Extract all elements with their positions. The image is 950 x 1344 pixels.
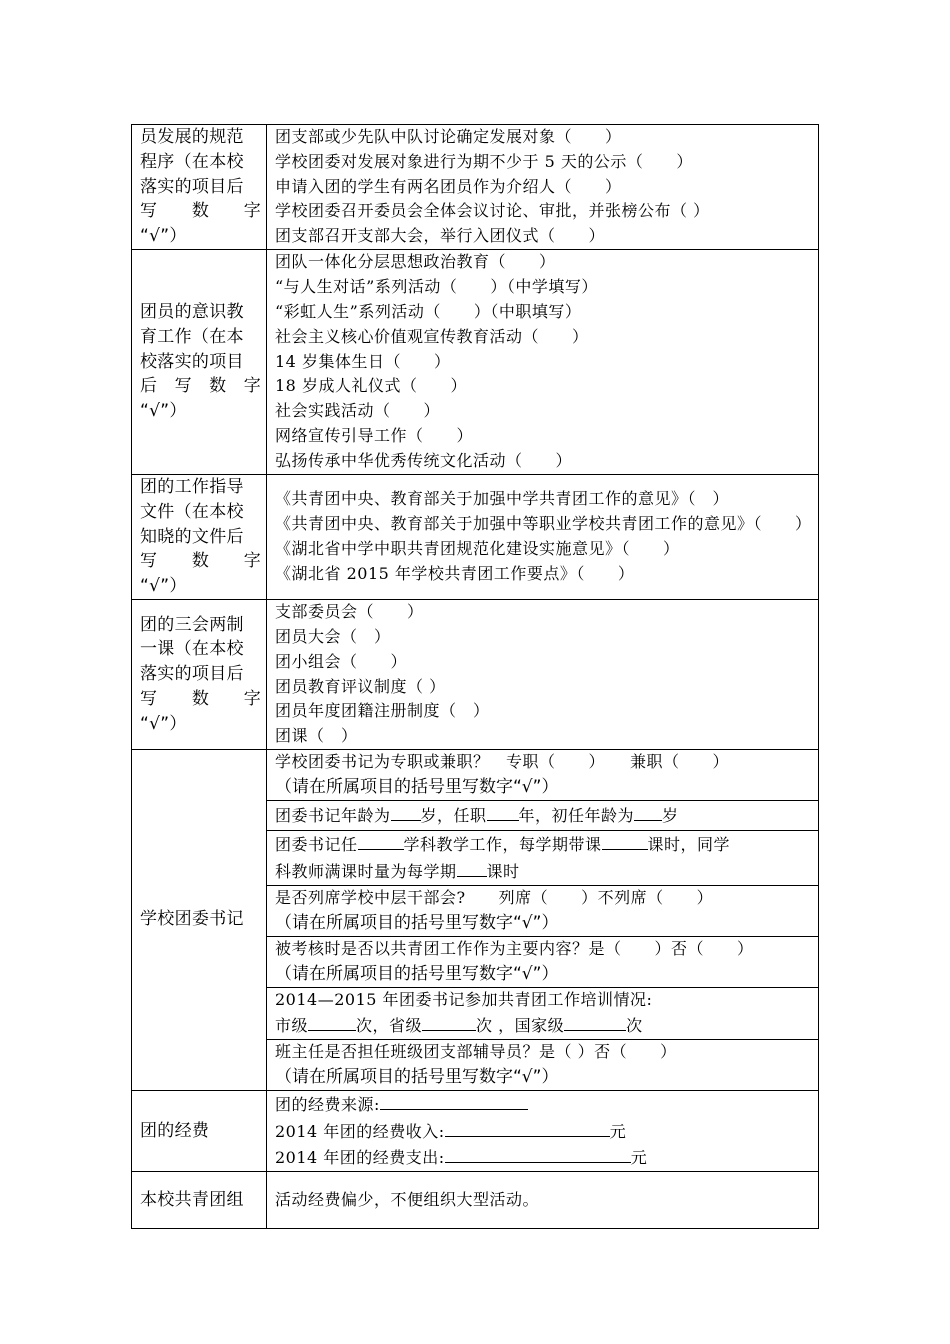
label-line: 写 数 字 [140, 551, 262, 572]
checklist-item[interactable]: 团队一体化分层思想政治教育（ ） [275, 252, 556, 272]
label-line: 落实的项目后 [140, 176, 244, 197]
province-label: 次，省级 [356, 1016, 423, 1036]
secretary-attend-cell [267, 885, 819, 936]
document-item[interactable]: 《共青团中央、教育部关于加强中学共青团工作的意见》（ ） [275, 489, 730, 509]
instruction-note: （请在所属项目的括号里写数字“√”） [275, 912, 559, 933]
checklist-item[interactable]: 网络宣传引导工作（ ） [275, 425, 474, 445]
label-line: “√”） [140, 401, 187, 422]
province-blank[interactable] [422, 1012, 476, 1031]
checklist-item[interactable]: 团课（ ） [275, 726, 358, 746]
city-blank[interactable] [308, 1012, 356, 1031]
league-work-form-table [131, 124, 819, 1229]
label-line: 程序（在本校 [140, 151, 244, 172]
label-line: 育工作（在本 [140, 326, 244, 347]
funds-income [275, 1118, 810, 1145]
checklist-item[interactable]: 社会主义核心价值观宣传教育活动（ ） [275, 326, 589, 346]
label-line: 知晓的文件后 [140, 526, 244, 547]
label-line: 一课（在本校 [140, 639, 244, 660]
lessons-unit: 课时，同学 [647, 835, 731, 854]
instruction-note: （请在所属项目的括号里写数字“√”） [275, 963, 559, 984]
education-row [132, 250, 819, 475]
training-levels [275, 1012, 810, 1039]
lessons-blank[interactable] [602, 831, 648, 850]
meetings-items [267, 600, 819, 750]
development-procedure-items [267, 125, 819, 250]
funds-cell [267, 1090, 819, 1171]
tenure-label: 岁，任职 [420, 806, 487, 826]
education-label [132, 250, 267, 475]
documents-row [132, 475, 819, 600]
secretary-age-cell [267, 801, 819, 831]
label-line: 校落实的项目 [140, 351, 244, 372]
checklist-item[interactable]: 团支部召开支部大会，举行入团仪式（ ） [275, 226, 606, 246]
label-line: 员发展的规范 [140, 127, 244, 147]
checklist-item[interactable]: 学校团委对发展对象进行为期不少于 5 天的公示（ ） [275, 151, 693, 171]
meetings-row [132, 600, 819, 750]
issues-row [132, 1172, 819, 1229]
checklist-item[interactable]: 学校团委召开委员会全体会议讨论、审批，并张榜公布（ ） [275, 201, 710, 221]
funds-expense-unit: 元 [630, 1148, 648, 1168]
documents-items [267, 475, 819, 600]
label-line: 写 数 字 [140, 688, 262, 709]
attend-question[interactable]: 是否列席学校中层干部会? 列席（ ）不列席（ ） [275, 887, 714, 907]
funds-source-blank[interactable] [380, 1091, 528, 1110]
checklist-item[interactable]: 团小组会（ ） [275, 651, 408, 671]
secretary-employment-cell [267, 750, 819, 801]
checklist-item[interactable]: 团员教育评议制度（ ） [275, 676, 446, 696]
training-question: 2014—2015 年团委书记参加共青团工作培训情况: [275, 989, 653, 1009]
age-label: 团委书记年龄为 [275, 806, 391, 826]
employment-question[interactable]: 学校团委书记为专职或兼职？ 专职（ ） 兼职（ ） [275, 752, 730, 772]
label-line: 写 数 字 [140, 201, 262, 222]
document-item[interactable]: 《共青团中央、教育部关于加强中等职业学校共青团工作的意见》（ ） [275, 514, 812, 534]
label-line: 团员的意识教 [140, 302, 244, 322]
counselor-question[interactable]: 班主任是否担任班级团支部辅导员？是（ ）否（ ） [275, 1042, 677, 1062]
subject-blank[interactable] [358, 831, 404, 850]
full-load-blank[interactable] [457, 858, 487, 877]
initial-age-blank[interactable] [634, 802, 662, 821]
secretary-label: 学校团委书记 [132, 750, 267, 1091]
checklist-item[interactable]: “与人生对话”系列活动（ ）（中学填写） [275, 277, 598, 297]
instruction-note: （请在所属项目的括号里写数字“√”） [275, 777, 559, 797]
full-load-label: 科教师满课时量为每学期 [275, 861, 457, 881]
document-item[interactable]: 《湖北省中学中职共青团规范化建设实施意见》（ ） [275, 539, 680, 558]
label-line: “√”） [140, 576, 187, 597]
checklist-item[interactable]: 申请入团的学生有两名团员作为介绍人（ ） [275, 176, 622, 196]
assessment-question[interactable]: 被考核时是否以共青团工作作为主要内容？是（ ）否（ ） [275, 938, 754, 958]
issues-text[interactable]: 活动经费偏少，不便组织大型活动。 [275, 1189, 540, 1209]
secretary-counselor-cell [267, 1040, 819, 1091]
funds-source [275, 1091, 810, 1118]
funds-expense-blank[interactable] [445, 1144, 631, 1163]
label-line: 落实的项目后 [140, 664, 244, 685]
tenure-blank[interactable] [487, 802, 519, 821]
label-line: 团的工作指导 [140, 477, 244, 497]
times-unit: 次 [626, 1016, 643, 1036]
initial-age-label: 年，初任年龄为 [518, 806, 635, 826]
checklist-item[interactable]: 弘扬传承中华优秀传统文化活动（ ） [275, 450, 573, 470]
funds-income-blank[interactable] [445, 1118, 610, 1137]
funds-source-label: 团的经费来源: [275, 1094, 380, 1114]
city-label: 市级 [275, 1016, 309, 1036]
funds-expense [275, 1144, 810, 1171]
secretary-row-employment [132, 750, 819, 801]
funds-income-label: 2014 年团的经费收入: [275, 1121, 445, 1141]
checklist-item[interactable]: “彩虹人生”系列活动（ ）（中职填写） [275, 302, 582, 321]
label-line: 文件（在本校 [140, 501, 244, 522]
label-line: 团的三会两制 [140, 614, 244, 635]
age-question [275, 802, 810, 829]
documents-label [132, 475, 267, 600]
checklist-item[interactable]: 18 岁成人礼仪式（ ） [275, 376, 467, 396]
education-items [267, 250, 819, 475]
age-unit: 岁 [662, 806, 679, 826]
lessons-label: 学科教学工作，每学期带课 [403, 835, 602, 854]
development-procedure-row [132, 125, 819, 250]
checklist-item[interactable]: 14 岁集体生日（ ） [275, 351, 451, 371]
funds-label: 团的经费 [132, 1090, 267, 1171]
secretary-training-cell [267, 987, 819, 1040]
label-line: “√”） [140, 226, 187, 247]
checklist-item[interactable]: 团员年度团籍注册制度（ ） [275, 701, 490, 721]
issues-label: 本校共青团组 [132, 1172, 267, 1229]
national-blank[interactable] [564, 1012, 626, 1031]
secretary-assessment-cell [267, 936, 819, 987]
funds-income-unit: 元 [609, 1121, 627, 1141]
issues-cell [267, 1172, 819, 1229]
development-procedure-label [132, 125, 267, 250]
secretary-teaching-cell [267, 831, 819, 886]
instruction-note: （请在所属项目的括号里写数字“√”） [275, 1066, 559, 1087]
document-item[interactable]: 《湖北省 2015 年学校共青团工作要点》（ ） [275, 563, 635, 583]
funds-row [132, 1090, 819, 1171]
label-line: 后 写 数 字 [140, 376, 261, 397]
meetings-label [132, 600, 267, 750]
checklist-item[interactable]: 支部委员会（ ） [275, 602, 424, 622]
teaching-question [275, 831, 810, 858]
full-load-unit: 课时 [486, 861, 520, 881]
checklist-item[interactable]: 社会实践活动（ ） [275, 401, 441, 421]
age-blank[interactable] [391, 802, 421, 821]
subject-label: 团委书记任 [275, 835, 358, 854]
label-line: “√”） [140, 713, 187, 734]
teaching-question-cont [275, 858, 810, 885]
national-label: 次 ，国家级 [476, 1016, 565, 1036]
checklist-item[interactable]: 团员大会（ ） [275, 626, 391, 646]
checklist-item[interactable]: 团支部或少先队中队讨论确定发展对象（ ） [275, 127, 622, 146]
funds-expense-label: 2014 年团的经费支出: [275, 1148, 445, 1168]
